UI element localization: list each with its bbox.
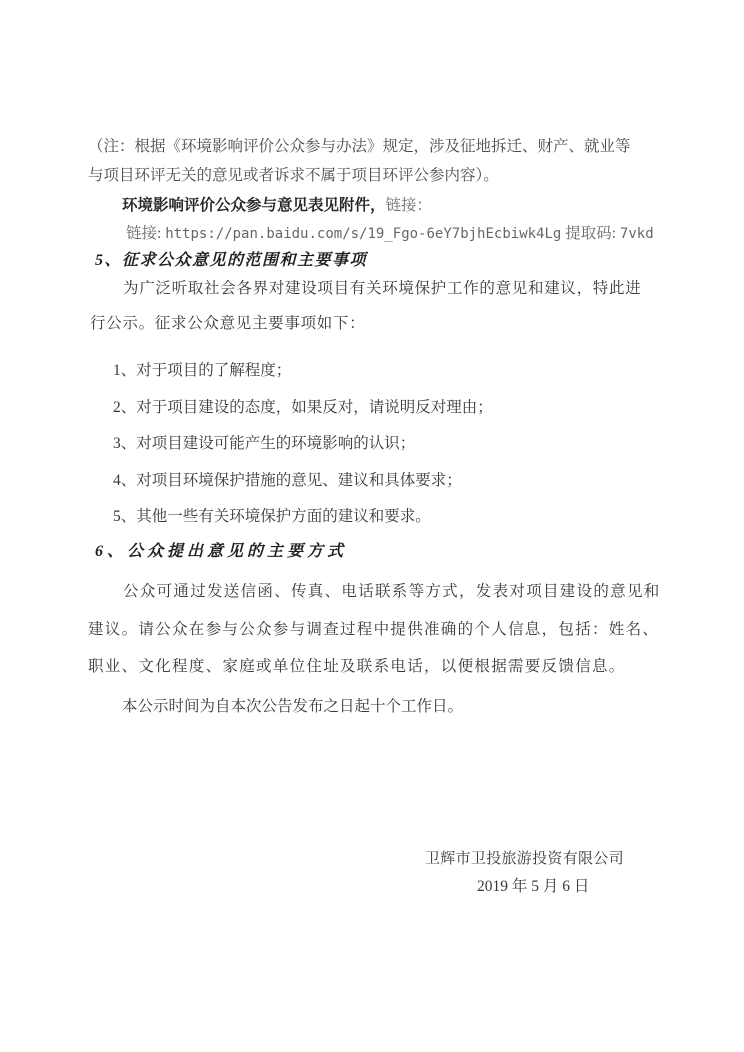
section6-paragraph [88,573,696,686]
list-item: 1、对于项目的了解程度； [113,362,292,379]
extraction-code: 7vkd [619,226,654,242]
company-signature: 卫辉市卫投旅游投资有限公司 [425,851,624,867]
section5-item-list [113,353,493,536]
section5-intro-line-1: 为广泛听取社会各界对建设项目有关环境保护工作的意见和建议，特此进 [123,280,642,297]
list-item: 5、其他一些有关环境保护方面的建议和要求。 [113,508,431,525]
attachment-line [122,192,432,220]
section5-intro-paragraph [90,271,690,341]
link-url: https://pan.baidu.com/s/19_Fgo-6eY7bjhEcbiwk4Lg [165,226,562,242]
section5-intro-line-2: 行公示。征求公众意见主要事项如下： [90,315,366,332]
baidu-pan-link-line [126,220,654,248]
list-item: 3、对项目建设可能产生的环境影响的认识； [113,435,416,452]
list-item: 4、对项目环境保护措施的意见、建议和具体要求； [113,471,462,489]
section6-line-3: 职业、文化程度、家庭或单位住址及联系电话，以便根据需要反馈信息。 [88,658,626,675]
attachment-link-label: 链接： [385,197,433,214]
section6-heading: 6、公众提出意见的主要方式 [95,543,348,560]
attachment-bold-text: 环境影响评价公众参与意见表见附件， [122,197,386,214]
section5-heading: 5、征求公众意见的范围和主要事项 [95,252,368,269]
note-line-1: （注：根据《环境影响评价公众参与办法》规定，涉及征地拆迁、财产、就业等 [88,138,631,155]
section6-line-1: 公众可通过发送信函、传真、电话联系等方式，发表对项目建设的意见和 [123,583,661,600]
section6-line-2: 建议。请公众在参与公众参与调查过程中提供准确的个人信息，包括：姓名、 [88,620,660,638]
note-paragraph [88,132,688,190]
signature-date: 2019 年 5 月 6 日 [477,878,590,895]
link-label: 链接: [126,225,166,242]
note-line-2: 与项目环评无关的意见或者诉求不属于项目环评公参内容）。 [88,167,499,184]
list-item: 2、对于项目建设的态度，如果反对，请说明反对理由； [113,398,493,416]
extraction-code-label: 提取码: [561,225,620,242]
closing-paragraph: 本公示时间为自本次公告发布之日起十个工作日。 [122,698,464,715]
